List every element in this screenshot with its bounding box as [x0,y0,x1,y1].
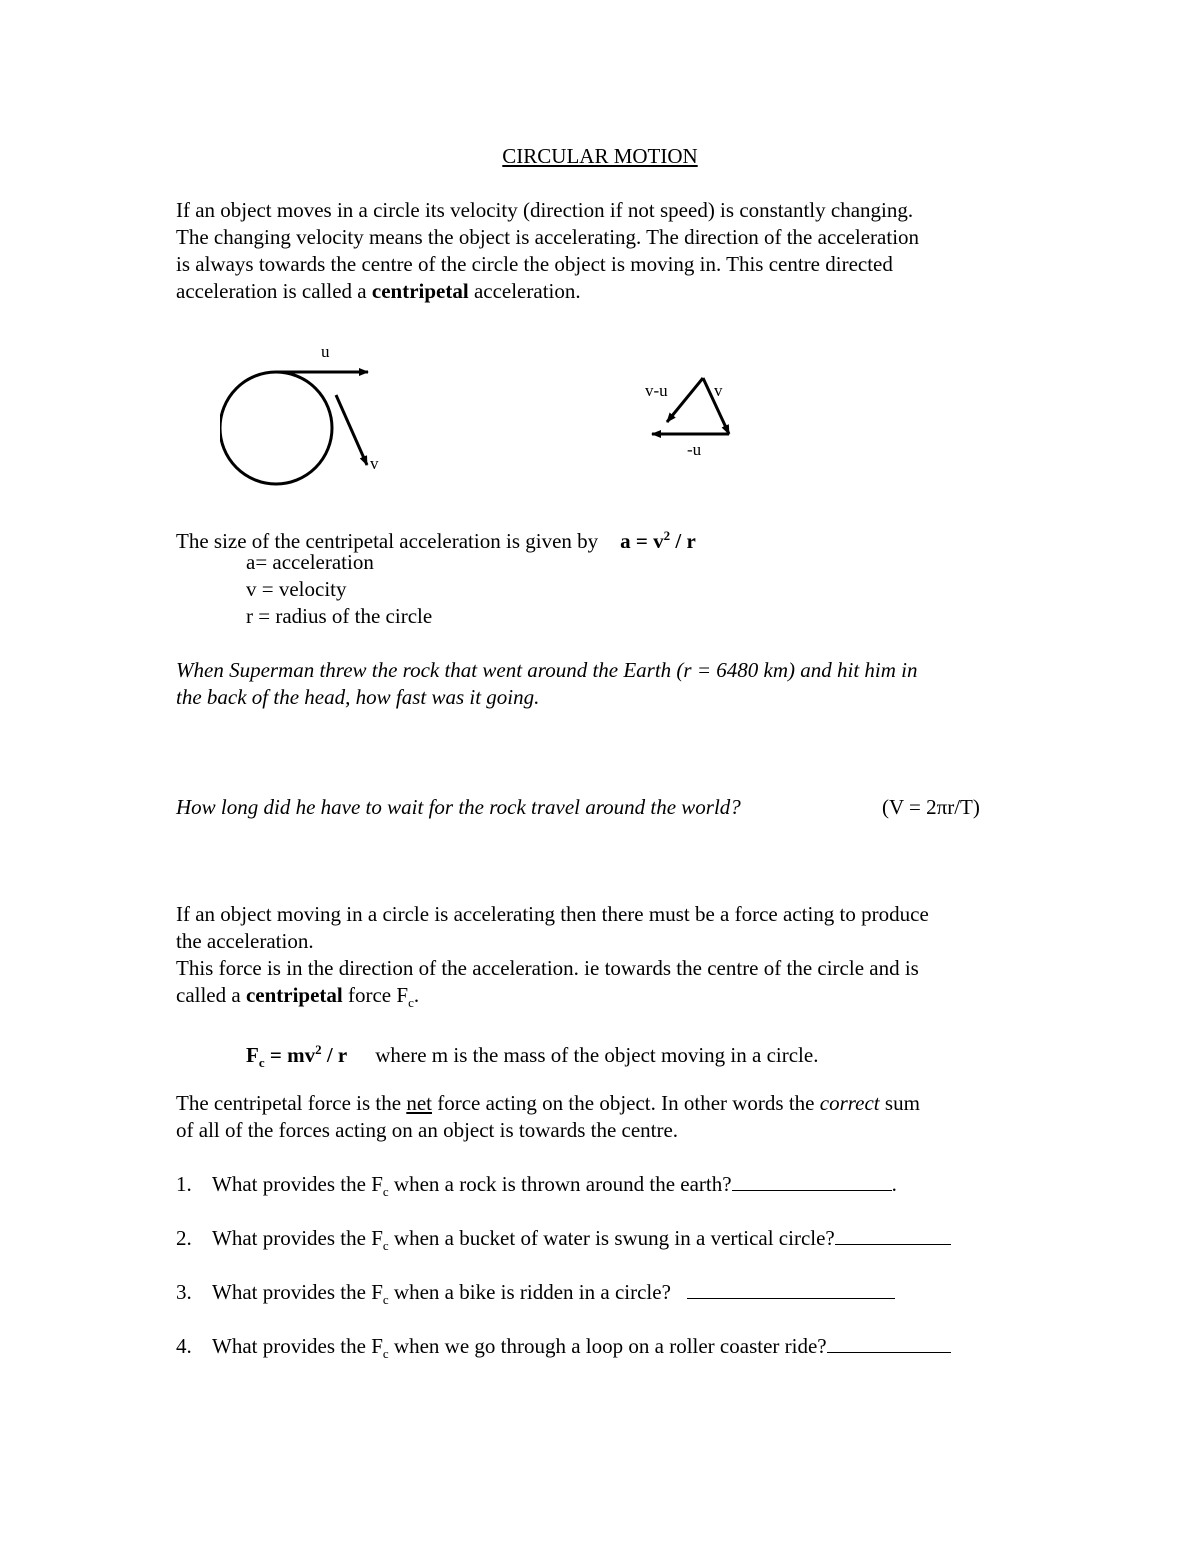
text: a = v [620,529,664,553]
definition-a: a= acceleration [246,550,374,574]
net-term: net [406,1091,432,1115]
wait-question: How long did he have to wait for the rock travel around the world? [176,795,741,819]
text: = mv [264,1043,316,1067]
centripetal-force-formula [246,1036,818,1076]
text: What provides the F [212,1172,383,1196]
question-number: 3. [176,1280,192,1304]
circle-velocity-diagram [220,335,420,495]
subscript: c [258,1055,265,1071]
superman-question-1: When Superman threw the rock that went around the Earth (r = 6480 km) and hit him in [176,658,918,682]
v-arrow [336,395,367,465]
subscript: c [382,1238,389,1254]
exponent: 2 [315,1042,322,1057]
answer-blank[interactable] [732,1172,892,1191]
text: What provides the F [212,1280,383,1304]
text: when we go through a loop on a roller coaster ride? [388,1334,827,1358]
text: What provides the F [212,1334,383,1358]
force-line-3: This force is in the direction of the acceleration. ie towards the centre of the circle and is [176,956,919,980]
question-1 [212,1172,897,1200]
centripetal-term: centripetal [245,983,343,1007]
net-force-line-1 [176,1090,920,1117]
circle-path [220,372,332,484]
neg-u-label: -u [687,440,702,459]
text: F [246,1043,259,1067]
text: The centripetal force is the [176,1091,407,1115]
answer-blank[interactable] [827,1334,951,1353]
question-number: 4. [176,1334,192,1358]
text: when a bucket of water is swung in a vertical circle? [388,1226,835,1250]
question-number: 1. [176,1172,192,1196]
subscript: c [382,1292,389,1308]
intro-line-3: is always towards the centre of the circle the object is moving in. This centre directed [176,252,893,276]
subscript: c [382,1184,389,1200]
correct-term: correct [819,1091,880,1115]
vector-triangle-diagram [636,370,746,460]
text: force F [342,983,409,1007]
text: What provides the F [212,1226,383,1250]
definition-v: v = velocity [246,577,347,601]
superman-question-2: the back of the head, how fast was it going. [176,685,540,709]
definition-r: r = radius of the circle [246,604,433,628]
answer-blank[interactable] [687,1280,895,1299]
v-label: v [714,381,723,400]
text: when a rock is thrown around the earth? [388,1172,732,1196]
question-number: 2. [176,1226,192,1250]
net-force-line-2: of all of the forces acting on an object is towards the centre. [176,1118,679,1142]
answer-blank[interactable] [835,1226,951,1245]
text: called a [176,983,246,1007]
text: / r [321,1043,348,1067]
text: . [891,1172,897,1196]
text: sum [879,1091,920,1115]
question-4 [212,1334,951,1362]
intro-line-4 [176,278,581,305]
text: force acting on the object. In other words the [431,1091,820,1115]
exponent: 2 [663,528,671,543]
question-3 [212,1280,895,1308]
text: when a bike is ridden in a circle? [388,1280,687,1304]
text: acceleration is called a [176,279,372,303]
v-minus-u-label: v-u [645,381,668,400]
v-minus-u-vector [667,378,703,422]
centripetal-term: centripetal [371,279,469,303]
v-label: v [370,454,379,473]
subscript: c [408,995,414,1011]
formula-note: where m is the mass of the object moving in a circle. [375,1043,819,1067]
period-formula: (V = 2πr/T) [882,795,980,819]
force-line-1: If an object moving in a circle is accelerating then there must be a force acting to produce [176,902,929,926]
acceleration-formula [620,529,696,553]
page-title: CIRCULAR MOTION [502,144,698,168]
text: . [413,983,420,1007]
intro-line-2: The changing velocity means the object is accelerating. The direction of the acceleration [176,225,920,249]
intro-line-1: If an object moves in a circle its velocity (direction if not speed) is constantly changing. [176,198,914,222]
text: / r [670,529,696,553]
text: acceleration. [468,279,581,303]
subscript: c [382,1346,389,1362]
u-label: u [321,342,330,361]
text: The size of the centripetal acceleration is given by [176,529,599,553]
force-line-2: the acceleration. [176,929,314,953]
force-line-4 [176,982,419,1016]
question-2 [212,1226,951,1254]
